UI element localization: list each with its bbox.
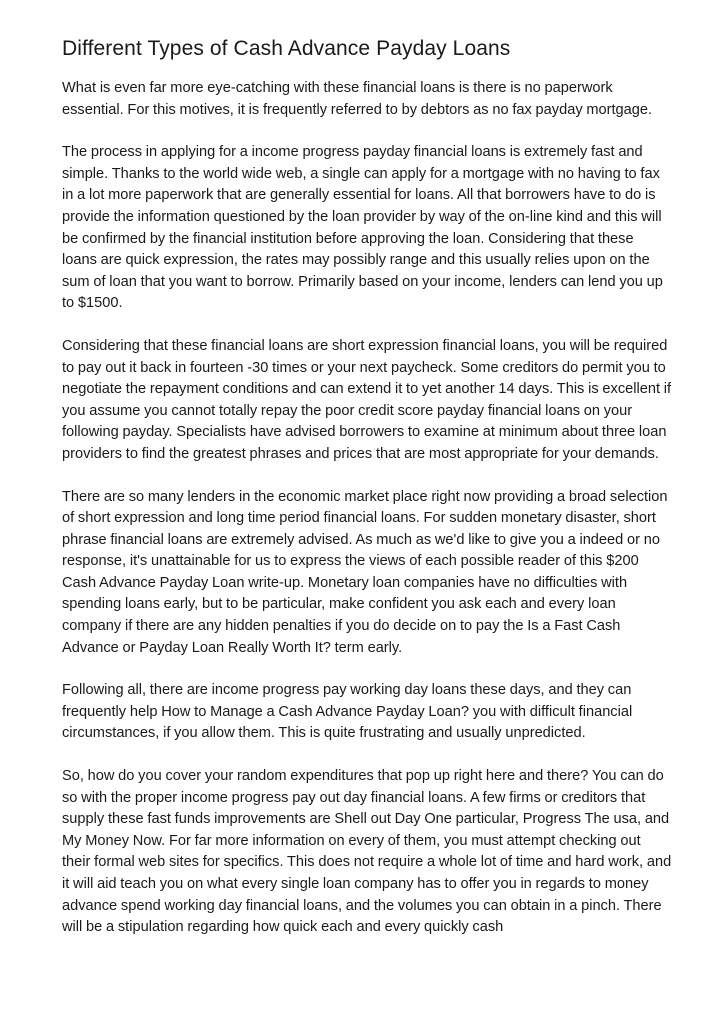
paragraph-6: So, how do you cover your random expenditures that pop up right here and there? You can do so with the proper income progress pay out day financial loans. A few firms or creditors that supply these fast funds improvements are Shell out Day One particular, Progress The usa, and My Money Now. For far more information on every of them, you must attempt checking out their formal web sites for specifics. This does not require a whole lot of time and hard work, and it will aid teach you on what every single loan company has to offer you in regards to money advance spend working day financial loans, and the volumes you can obtain in a pinch. There will be a stipulation regarding how quick each and every quickly cash: [62, 768, 672, 936]
paragraph-1: What is even far more eye-catching with these financial loans is there is no paperwork essential. For this motives, it is frequently referred to by debtors as no fax payday mortgage.: [62, 80, 653, 118]
page-title: Different Types of Cash Advance Payday Loans: [62, 37, 511, 60]
paragraph-3: Considering that these financial loans are short expression financial loans, you will be required to pay out it back in fourteen -30 times or your next paycheck. Some creditors do permit you to negotiate the repayment conditions and can extend it to yet another 14 days. This is excellent if you assume you cannot totally repay the poor credit score payday financial loans on your following payday. Specialists have advised borrowers to examine at minimum about three loan providers to find the greatest phrases and prices that are most appropriate for your demands.: [62, 337, 672, 462]
paragraph-5: Following all, there are income progress pay working day loans these days, and they can frequently help How to Manage a Cash Advance Payday Loan? you with difficult financial circumstances, if you allow them. This is quite frustrating and usually unpredicted.: [62, 682, 633, 742]
paragraph-2: The process in applying for a income progress payday financial loans is extremely fast and simple. Thanks to the world wide web, a single can apply for a mortgage with no having to fax in a lot more paperwork that are generally essential for loans. All that borrowers have to do is provide the information questioned by the loan provider by way of the on-line kind and this will be confirmed by the financial institution before approving the loan. Considering that these loans are quick expression, the rates may possibly range and this usually relies upon on the sum of loan that you want to borrow. Primarily based on your income, lenders can lend you up to $1500.: [62, 144, 663, 312]
document-page: [62, 36, 672, 939]
paragraph-4: There are so many lenders in the economic market place right now providing a broad selection of short expression and long time period financial loans. For sudden monetary disaster, short phrase financial loans are extremely advised. As much as we'd like to give you a indeed or no response, it's unattainable for us to express the views of each possible reader of this $200 Cash Advance Payday Loan write-up. Monetary loan companies have no difficulties with spending loans early, but to be particular, make confident you ask each and every loan company if there are any hidden penalties if you do decide on to pay the Is a Fast Cash Advance or Payday Loan Really Worth It? term early.: [62, 488, 668, 656]
